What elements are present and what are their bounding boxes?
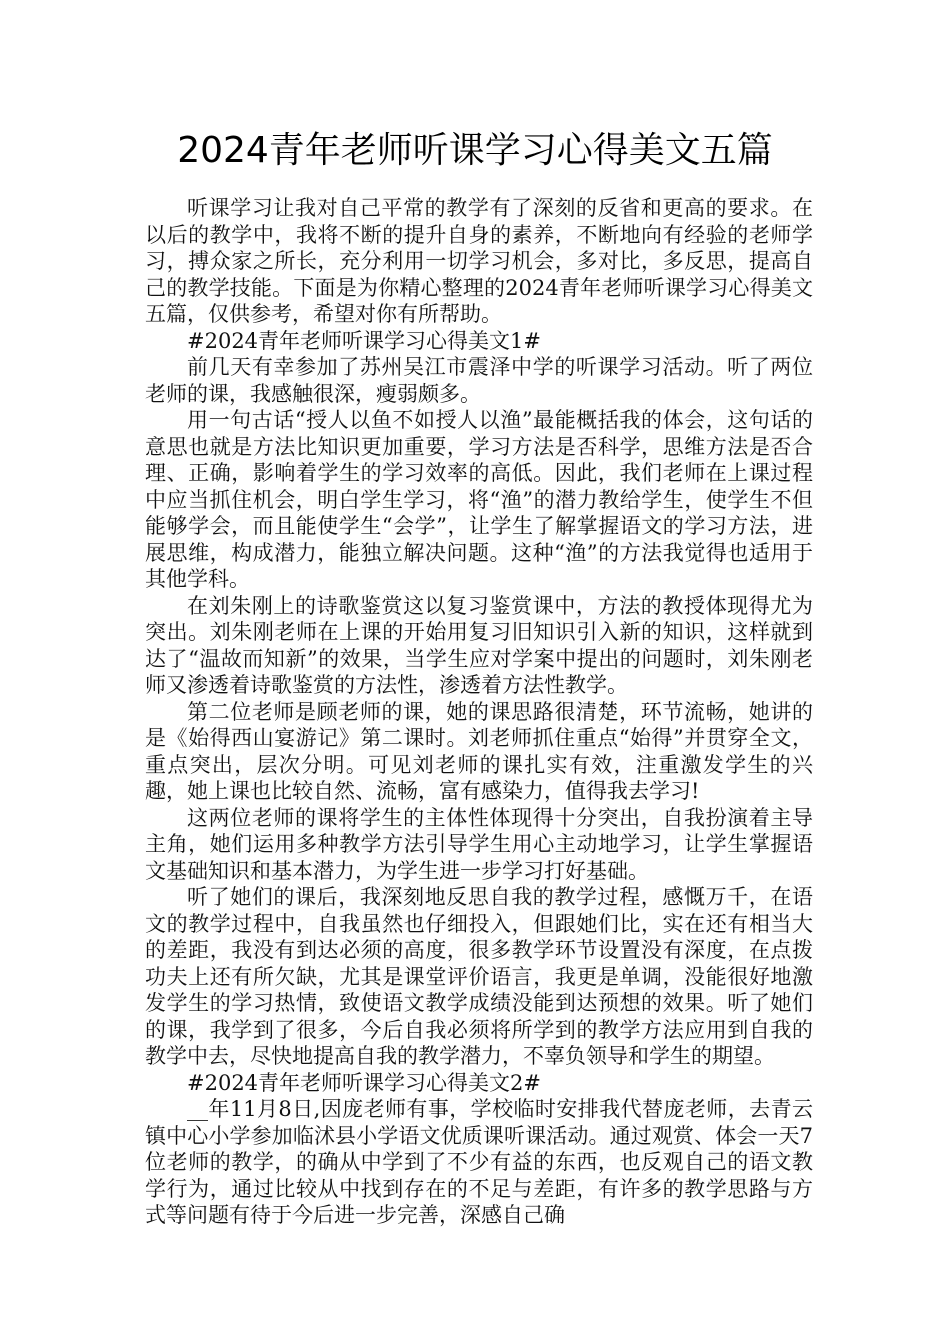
body-paragraph: 用一句古话“授人以鱼不如授人以渔”最能概括我的体会，这句话的意思也就是方法比知识更加重要，学习方法是否科学，思维方法是否合理、正确，影响着学生的学习效率的高低。因此，我们老师在上课过程中应当抓住机会，明白学生学习，将“渔”的潜力教给学生，使学生不但能够学会，而且能使学生“会学”，让学生了解掌握语文的学习方法，进展思维，构成潜力，能独立解决问题。这种“渔”的方法我觉得也适用于其他学科。: [145, 408, 813, 591]
document-title: 2024青年老师听课学习心得美文五篇: [177, 130, 773, 171]
body-paragraph: 在刘朱刚上的诗歌鉴赏这以复习鉴赏课中，方法的教授体现得尤为突出。刘朱刚老师在上课的开始用复习旧知识引入新的知识，这样就到达了“温故而知新”的效果，当学生应对学案中提出的问题时，刘朱刚老师又渗透着诗歌鉴赏的方法性，渗透着方法性教学。: [145, 593, 813, 697]
section-heading-1: #2024青年老师听课学习心得美文1#: [187, 328, 541, 353]
section-heading-2: #2024青年老师听课学习心得美文2#: [187, 1070, 541, 1095]
body-paragraph: 前几天有幸参加了苏州吴江市震泽中学的听课学习活动。听了两位老师的课，我感触很深，瘦弱颇多。: [145, 355, 813, 406]
body-paragraph: 第二位老师是顾老师的课，她的课思路很清楚，环节流畅，她讲的是《始得西山宴游记》第二课时。刘老师抓住重点“始得”并贯穿全文，重点突出，层次分明。可见刘老师的课扎实有效，注重激发学生的兴趣，她上课也比较自然、流畅，富有感染力，值得我去学习!: [145, 699, 813, 803]
document-body: [145, 195, 813, 1229]
body-paragraph: __年11月8日,因庞老师有事，学校临时安排我代替庞老师，去青云镇中心小学参加临沭县小学语文优质课听课活动。通过观赏、体会一天7位老师的教学，的确从中学到了不少有益的东西，也反观自己的语文教学行为，通过比较从中找到存在的不足与差距，有许多的教学思路与方式等问题有待于今后进一步完善，深感自己确: [145, 1097, 813, 1227]
body-paragraph: 这两位老师的课将学生的主体性体现得十分突出，自我扮演着主导主角，她们运用多种教学方法引导学生用心主动地学习，让学生掌握语文基础知识和基本潜力，为学生进一步学习打好基础。: [145, 805, 813, 883]
intro-paragraph: 听课学习让我对自己平常的教学有了深刻的反省和更高的要求。在以后的教学中，我将不断的提升自身的素养，不断地向有经验的老师学习，搏众家之所长，充分利用一切学习机会，多对比，多反思，提高自己的教学技能。下面是为你精心整理的2024青年老师听课学习心得美文五篇，仅供参考，希望对你有所帮助。: [145, 196, 813, 326]
body-paragraph: 听了她们的课后，我深刻地反思自我的教学过程，感慨万千，在语文的教学过程中，自我虽然也仔细投入，但跟她们比，实在还有相当大的差距，我没有到达必须的高度，很多教学环节设置没有深度，在点拨功夫上还有所欠缺，尤其是课堂评价语言，我更是单调，没能很好地激发学生的学习热情，致使语文教学成绩没能到达预想的效果。听了她们的课，我学到了很多，今后自我必须将所学到的教学方法应用到自我的教学中去，尽快地提高自我的教学潜力，不辜负领导和学生的期望。: [145, 885, 813, 1068]
